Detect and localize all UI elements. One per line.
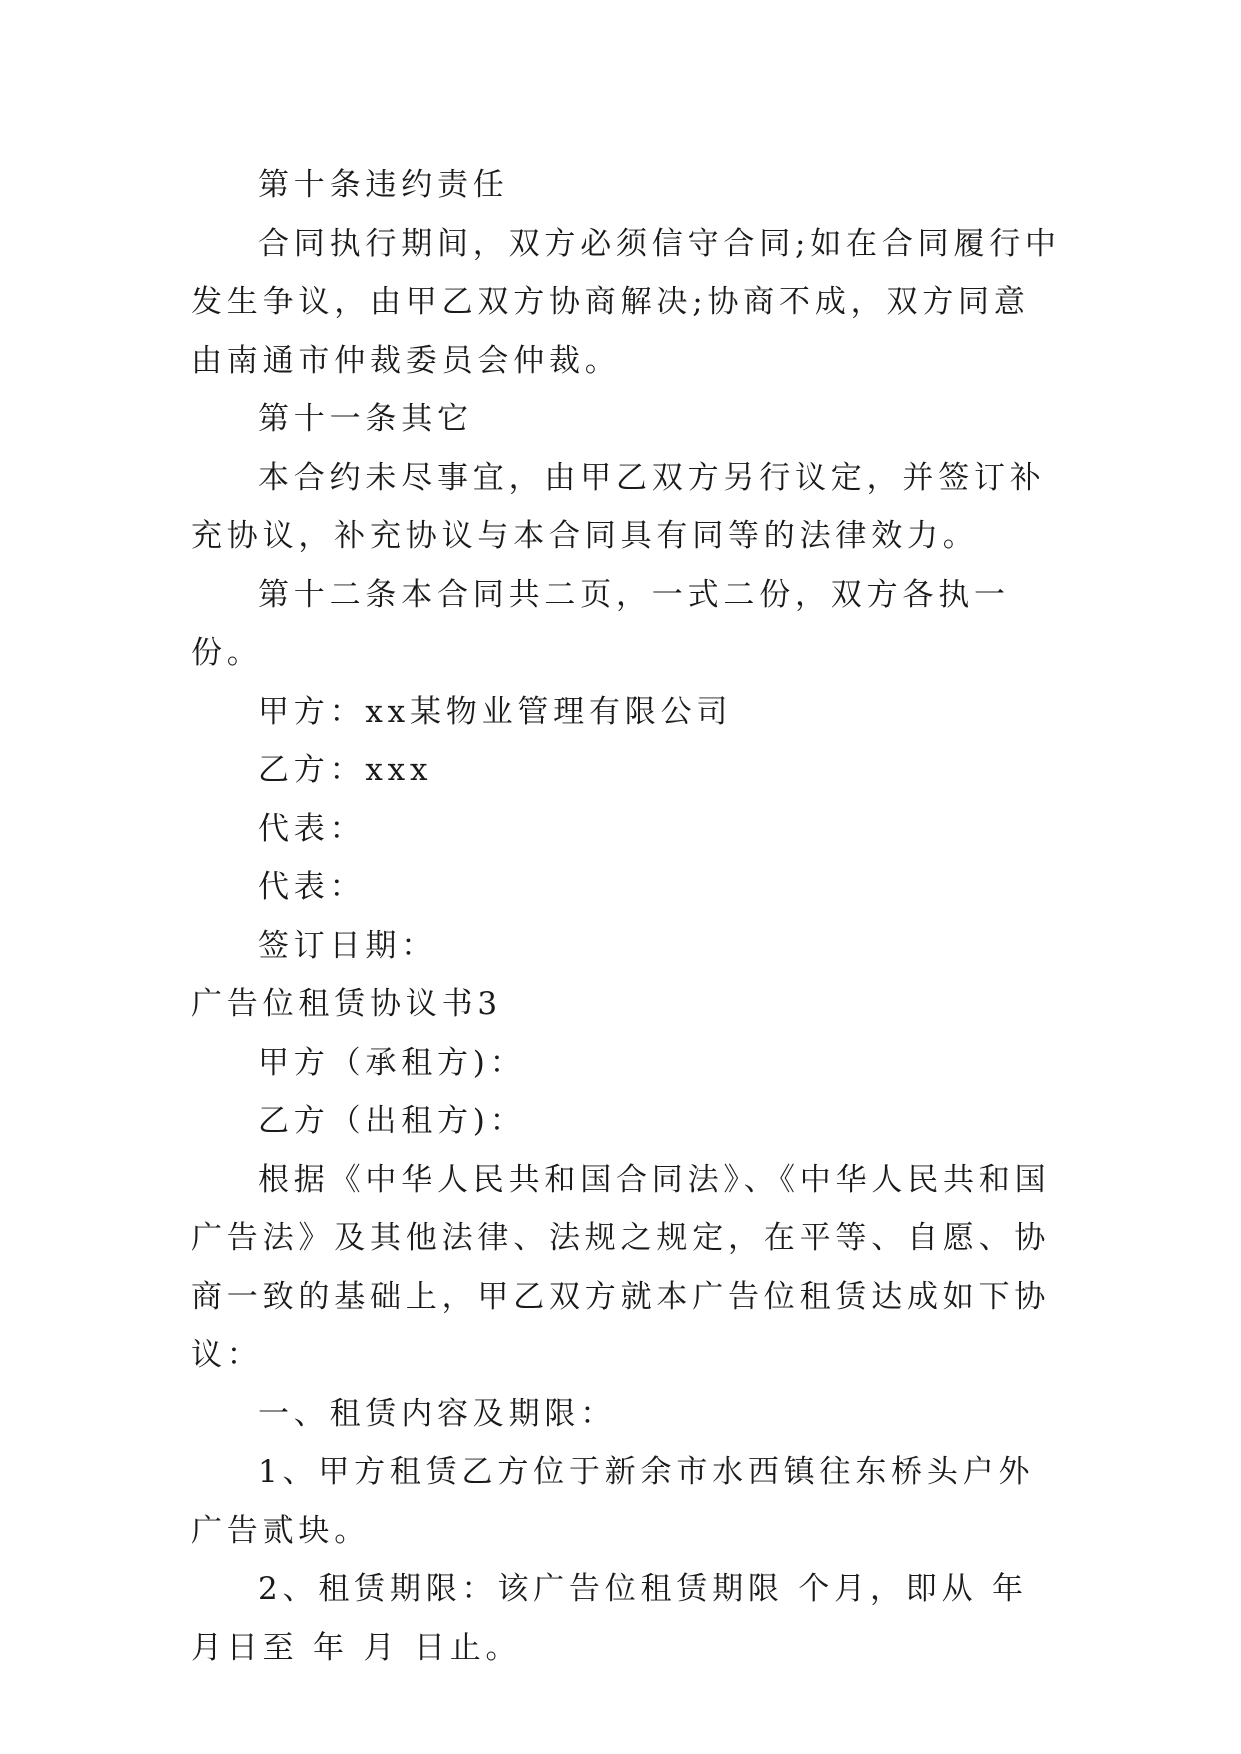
lessor-line: 乙方（出租方)： [258,1103,526,1139]
preamble-text: 根据《中华人民共和国合同法》、《中华人民共和国广告法》及其他法律、法规之规定，在平等、自愿、协商一致的基础上，甲乙双方就本广告位租赁达成如下协议： [191,1161,1051,1373]
article-12-text: 第十二条本合同共二页，一式二份，双方各执一份。 [191,576,1010,671]
article-10-heading: 第十条违约责任 [258,167,509,203]
article-11-text: 本合约未尽事宜，由甲乙双方另行议定，并签订补充协议，补充协议与本合同具有同等的法律效力。 [191,459,1046,554]
signing-date-line: 签订日期： [258,927,437,964]
party-a-line: 甲方：xx某物业管理有限公司 [258,693,733,730]
article-10-text: 合同执行期间，双方必须信守合同;如在合同履行中发生争议，由甲乙双方协商解决;协商不成，双方同意由南通市仲裁委员会仲裁。 [191,225,1061,379]
representative-b-line: 代表： [258,869,366,905]
agreement-3-title: 广告位租赁协议书3 [191,986,502,1022]
party-b-line: 乙方：xxx [258,752,433,788]
lessee-line: 甲方（承租方)： [258,1044,526,1081]
representative-a-line: 代表： [258,810,366,847]
document-body [191,156,1063,1677]
clause-1-text: 1、甲方租赁乙方位于新余市水西镇往东桥头户外广告贰块。 [191,1454,1035,1549]
article-11-heading: 第十一条其它 [258,401,473,437]
section-1-heading: 一、租赁内容及期限： [258,1395,616,1432]
clause-2-text: 2、租赁期限：该广告位租赁期限 个月，即从 年 月日至 年 月 日止。 [191,1571,1028,1666]
